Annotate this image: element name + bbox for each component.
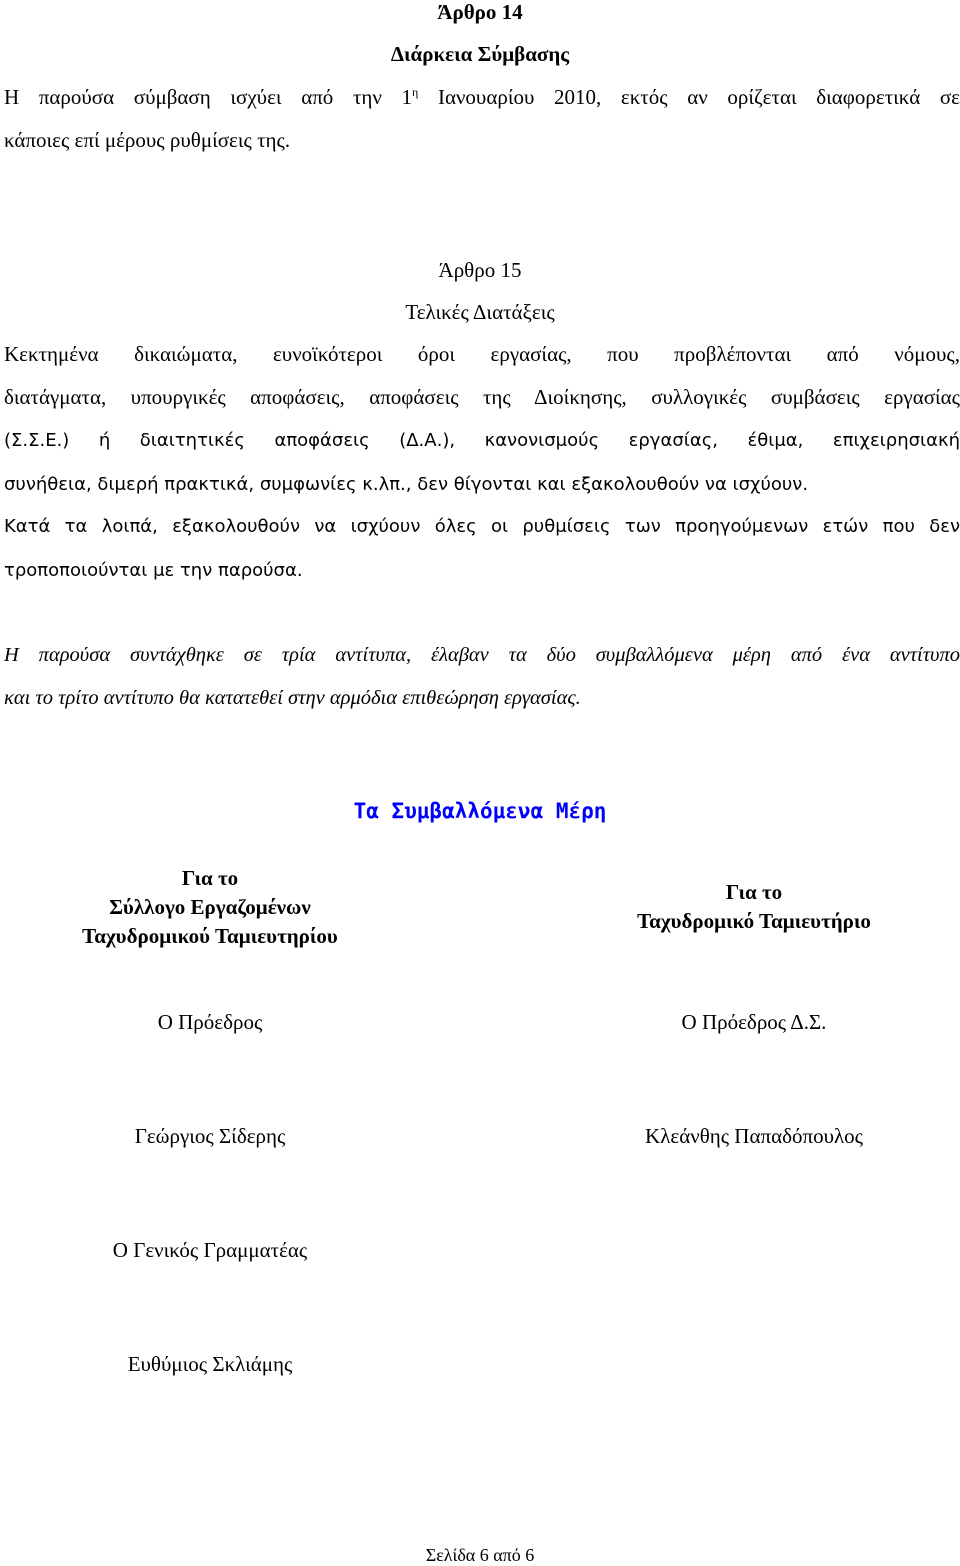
left-role-president: Ο Πρόεδρος [157, 1010, 263, 1034]
left-role-secretary: Ο Γενικός Γραμματέας [112, 1238, 308, 1262]
right-signer-president: Κλεάνθης Παπαδόπουλος [645, 1124, 863, 1148]
parties-heading: Τα Συμβαλλόμενα Μέρη [353, 799, 607, 823]
article-15-number: Άρθρο 15 [438, 258, 522, 282]
article-15-title: Τελικές Διατάξεις [405, 300, 555, 324]
ordinal-superscript: η [412, 85, 419, 99]
article-15-line-2: διατάγματα, υπουργικές αποφάσεις, αποφάσεις της Διοίκησης, συλλογικές συμβάσεις εργασίας [4, 385, 960, 409]
article-15-line-6: τροποποιούνται με την παρούσα. [4, 560, 303, 581]
article-15-line-5: Κατά τα λοιπά, εξακολουθούν να ισχύουν όλες οι ρυθμίσεις των προηγούμενων ετών που δεν [4, 516, 960, 537]
article-15-line-4: συνήθεια, διμερή πρακτικά, συμφωνίες κ.λπ., δεν θίγονται και εξακολουθούν να ισχύουν. [4, 474, 809, 495]
page-number-footer: Σελίδα 6 από 6 [425, 1545, 535, 1565]
article-14-number: Άρθρο 14 [437, 0, 523, 24]
article-14-paragraph-line-1 [4, 85, 960, 110]
right-party-name: Ταχυδρομικό Ταμιευτήριο [637, 909, 871, 933]
article-14-text-a: Η παρούσα σύμβαση ισχύει από την 1 [4, 85, 413, 109]
article-15-line-1: Κεκτημένα δικαιώματα, ευνοϊκότεροι όροι εργασίας, που προβλέπονται από νόμους, [4, 342, 960, 366]
article-14-paragraph-line-2: κάποιες επί μέρους ρυθμίσεις της. [4, 128, 291, 152]
right-party-for: Για το [725, 880, 783, 904]
article-14-title: Διάρκεια Σύμβασης [390, 42, 570, 66]
left-party-name-line-1: Σύλλογο Εργαζομένων [109, 895, 311, 919]
article-15-line-3: (Σ.Σ.Ε.) ή διαιτητικές αποφάσεις (Δ.Α.), κανονισμούς εργασίας, έθιμα, επιχειρησιακή [4, 430, 960, 451]
left-signer-secretary: Ευθύμιος Σκλιάμης [127, 1352, 293, 1376]
left-signer-president: Γεώργιος Σίδερης [134, 1124, 286, 1148]
left-party-name-line-2: Ταχυδρομικού Ταμιευτηρίου [82, 924, 338, 948]
closing-line-1: Η παρούσα συντάχθηκε σε τρία αντίτυπα, έλαβαν τα δύο συμβαλλόμενα μέρη από ένα αντίτυπο [4, 644, 960, 666]
left-party-for: Για το [181, 866, 239, 890]
right-role-president: Ο Πρόεδρος Δ.Σ. [681, 1010, 827, 1034]
article-14-text-b: Ιανουαρίου 2010, εκτός αν ορίζεται διαφορετικά σε [418, 85, 960, 109]
closing-line-2: και το τρίτο αντίτυπο θα κατατεθεί στην αρμόδια επιθεώρηση εργασίας. [4, 687, 581, 709]
